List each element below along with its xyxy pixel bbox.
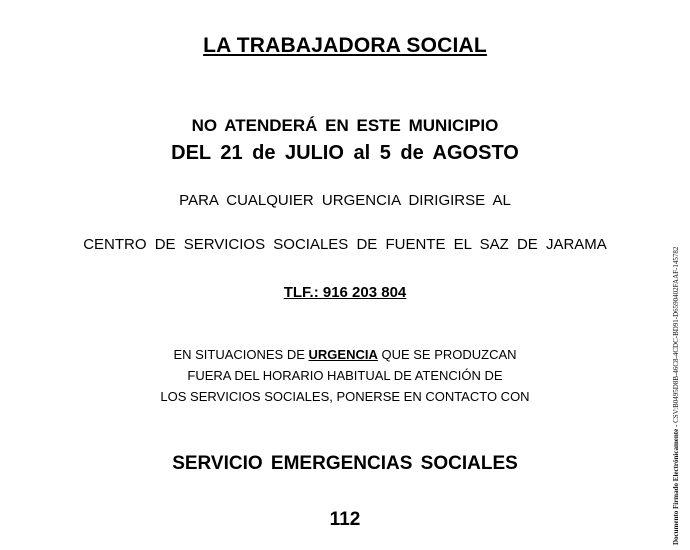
social-services-center: CENTRO DE SERVICIOS SOCIALES DE FUENTE EL SAZ DE JARAMA [83,236,607,253]
paragraph-line-1-end: QUE SE PRODUZCAN [377,347,517,362]
emergency-number: 112 [329,509,361,530]
paragraph-line-1-start: EN SITUACIONES DE [173,347,309,362]
signature-csv: - CSV:B0495D8B-46C8-4CDC-BD91-D6590402FAAF-145782 [672,246,680,429]
urgency-emphasis: URGENCIA [308,347,378,362]
paragraph-line-3: LOS SERVICIOS SOCIALES, PONERSE EN CONTACTO CON [160,389,530,404]
signature-label: Documento Firmado Electrónicamente [672,428,680,545]
page-title: LA TRABAJADORA SOCIAL [203,34,487,57]
notice-line-1: NO ATENDERÁ EN ESTE MUNICIPIO [191,116,499,135]
phone-number: TLF.: 916 203 804 [283,284,407,301]
paragraph-line-2: FUERA DEL HORARIO HABITUAL DE ATENCIÓN DE [187,368,503,383]
urgency-instruction: PARA CUALQUIER URGENCIA DIRIGIRSE AL [179,192,511,209]
electronic-signature-stamp [672,185,680,545]
after-hours-paragraph [0,344,690,407]
notice-dates: DEL 21 de JULIO al 5 de AGOSTO [171,142,519,164]
emergency-service-title: SERVICIO EMERGENCIAS SOCIALES [172,453,518,474]
paragraph-line-1 [0,344,690,365]
